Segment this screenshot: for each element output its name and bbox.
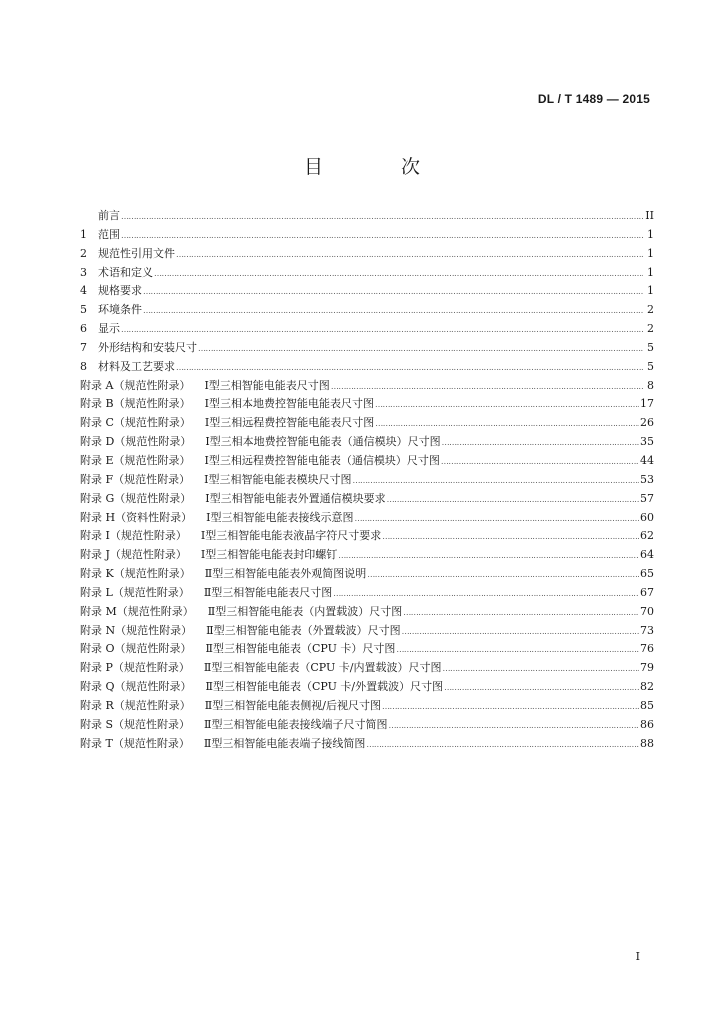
toc-leader-dots: [353, 471, 640, 491]
toc-entry-page: 65: [640, 567, 654, 581]
toc-entry[interactable]: [80, 282, 654, 301]
toc-entry-page: 60: [640, 510, 654, 524]
toc-leader-dots: [354, 509, 639, 529]
toc-entry[interactable]: [80, 735, 654, 754]
toc-entry[interactable]: [80, 527, 654, 546]
toc-entry-page: 64: [640, 548, 654, 562]
toc-entry-page: 86: [640, 717, 654, 731]
toc-entry[interactable]: [80, 490, 654, 509]
toc-entry-page: 1: [647, 265, 654, 279]
toc-entry-annex: 附录 H（资料性附录）: [80, 510, 193, 524]
toc-entry[interactable]: [80, 697, 654, 716]
toc-leader-dots: [367, 565, 639, 585]
toc-entry-page: 88: [640, 736, 654, 750]
toc-entry-page: 57: [640, 491, 654, 505]
toc-entry-page: 1: [647, 246, 654, 260]
toc-entry-annex: 附录 J（规范性附录）: [80, 548, 187, 562]
toc-entry-label: Ⅱ型三相智能电能表（CPU 卡/外置载波）尺寸图: [205, 680, 444, 694]
toc-entry[interactable]: [80, 509, 654, 528]
toc-entry-page: 67: [640, 585, 654, 599]
toc-entry-annex: 附录 Q（规范性附录）: [80, 680, 192, 694]
document-code: DL / T 1489 — 2015: [537, 92, 650, 106]
toc-entry[interactable]: [80, 584, 654, 603]
toc-entry-page: 53: [640, 472, 654, 486]
toc-entry-page: 1: [647, 227, 654, 241]
toc-leader-dots: [375, 414, 639, 434]
toc-entry-annex: 附录 D（规范性附录）: [80, 435, 192, 449]
toc-entry[interactable]: [80, 678, 654, 697]
toc-entry-label: 材料及工艺要求: [98, 359, 175, 373]
toc-entry-number: 8: [80, 359, 87, 373]
toc-entry-page: 35: [640, 435, 654, 449]
toc-entry[interactable]: [80, 659, 654, 678]
toc-entry-label: Ⅱ型三相智能电能表（CPU 卡）尺寸图: [205, 642, 396, 656]
toc-entry[interactable]: [80, 640, 654, 659]
toc-entry[interactable]: [80, 414, 654, 433]
toc-entry-page: 2: [647, 303, 654, 317]
toc-entry-page: 44: [640, 453, 654, 467]
toc-leader-dots: [444, 678, 639, 698]
toc-entry-page: II: [645, 209, 654, 222]
toc-leader-dots: [387, 490, 639, 510]
toc-entry-label: Ⅰ型三相本地费控智能电能表尺寸图: [204, 397, 374, 411]
toc-leader-dots: [338, 546, 639, 566]
toc-leader-dots: [176, 245, 643, 265]
toc-entry-label: 前言: [98, 209, 120, 222]
toc-leader-dots: [121, 226, 643, 246]
toc-entry[interactable]: [80, 471, 654, 490]
toc-leader-dots: [442, 433, 639, 453]
toc-entry[interactable]: [80, 452, 654, 471]
toc-entry-annex: 附录 L（规范性附录）: [80, 585, 190, 599]
page-number: I: [635, 950, 640, 963]
toc-leader-dots: [366, 735, 639, 755]
toc-entry-number: 6: [80, 322, 87, 336]
toc-entry-page: 82: [640, 680, 654, 694]
toc-entry-annex: 附录 M（规范性附录）: [80, 604, 194, 618]
toc-entry-label: Ⅰ型三相远程费控智能电能表（通信模块）尺寸图: [204, 453, 440, 467]
toc-entry-page: 79: [640, 661, 654, 675]
toc-entry-number: 1: [80, 227, 87, 241]
toc-entry-page: 5: [647, 340, 654, 354]
page-title: 目 次: [303, 156, 457, 178]
toc-entry-label: Ⅰ型三相远程费控智能电能表尺寸图: [204, 416, 375, 430]
toc-entry-label: Ⅰ型三相智能电能表封印螺钉: [200, 548, 338, 562]
toc-entry-annex: 附录 C（规范性附录）: [80, 416, 191, 430]
toc-entry-label: Ⅰ型三相智能电能表外置通信模块要求: [205, 491, 386, 505]
toc-leader-dots: [396, 640, 639, 660]
toc-leader-dots: [382, 697, 639, 717]
toc-leader-dots: [442, 659, 639, 679]
toc-entry-label: 规格要求: [98, 284, 142, 298]
toc-leader-dots: [154, 264, 643, 284]
toc-entry-page: 62: [640, 529, 654, 543]
toc-entry-annex: 附录 G（规范性附录）: [80, 491, 192, 505]
toc-entry-page: 5: [647, 359, 654, 373]
toc-leader-dots: [331, 377, 643, 397]
toc-entry-label: 范围: [98, 227, 120, 241]
toc-entry[interactable]: [80, 565, 654, 584]
toc-entry-label: 规范性引用文件: [98, 246, 175, 260]
toc-entry-annex: 附录 O（规范性附录）: [80, 642, 192, 656]
toc-entry-label: Ⅰ型三相本地费控智能电能表（通信模块）尺寸图: [205, 435, 441, 449]
toc-entry-number: 5: [80, 303, 87, 317]
toc-entry[interactable]: [80, 339, 654, 358]
toc-entry-page: 2: [647, 322, 654, 336]
toc-entry[interactable]: [80, 546, 654, 565]
toc-entry[interactable]: [80, 358, 654, 377]
toc-entry-label: Ⅱ型三相智能电能表（CPU 卡/内置载波）尺寸图: [203, 661, 442, 675]
toc-entry-page: 17: [640, 397, 654, 411]
toc-entry-label: 外形结构和安装尺寸: [98, 340, 197, 354]
toc-entry-label: 术语和定义: [98, 265, 153, 279]
toc-entry-label: Ⅰ型三相智能电能表模块尺寸图: [204, 472, 352, 486]
toc-entry[interactable]: [80, 264, 654, 283]
toc-leader-dots: [121, 207, 643, 227]
toc-entry-number: 4: [80, 284, 87, 298]
toc-entry-annex: 附录 K（规范性附录）: [80, 567, 191, 581]
toc-entry[interactable]: [80, 433, 654, 452]
toc-entry-label: Ⅱ型三相智能电能表（外置载波）尺寸图: [206, 623, 401, 637]
toc-entry-page: 76: [640, 642, 654, 656]
toc-entry-annex: 附录 B（规范性附录）: [80, 397, 191, 411]
toc-entry-annex: 附录 N（规范性附录）: [80, 623, 193, 637]
toc-entry-annex: 附录 T（规范性附录）: [80, 736, 190, 750]
toc-leader-dots: [176, 358, 643, 378]
toc-entry-label: Ⅰ型三相智能电能表尺寸图: [204, 378, 330, 392]
toc-entry-label: Ⅱ型三相智能电能表侧视/后视尺寸图: [204, 698, 381, 712]
toc-entry[interactable]: [80, 245, 654, 264]
toc-leader-dots: [198, 339, 643, 359]
toc-entry[interactable]: [80, 207, 654, 226]
toc-entry-annex: 附录 E（规范性附录）: [80, 453, 191, 467]
toc-entry[interactable]: [80, 716, 654, 735]
toc-entry[interactable]: [80, 395, 654, 414]
toc-entry-label: Ⅱ型三相智能电能表外观简图说明: [204, 567, 367, 581]
table-of-contents: [80, 207, 654, 753]
toc-entry-annex: 附录 P（规范性附录）: [80, 661, 190, 675]
toc-leader-dots: [382, 527, 639, 547]
toc-entry-number: 2: [80, 246, 87, 260]
toc-entry-page: 1: [647, 284, 654, 298]
toc-entry-annex: 附录 S（规范性附录）: [80, 717, 191, 731]
toc-entry-label: Ⅰ型三相智能电能表接线示意图: [206, 510, 354, 524]
toc-entry-label: Ⅱ型三相智能电能表接线端子尺寸简图: [204, 717, 388, 731]
toc-leader-dots: [441, 452, 639, 472]
toc-entry[interactable]: [80, 301, 654, 320]
toc-entry[interactable]: [80, 226, 654, 245]
toc-entry-page: 26: [640, 416, 654, 430]
toc-entry-annex: 附录 R（规范性附录）: [80, 698, 191, 712]
toc-leader-dots: [143, 282, 643, 302]
toc-entry-page: 73: [640, 623, 654, 637]
toc-leader-dots: [389, 716, 639, 736]
toc-entry[interactable]: [80, 377, 654, 396]
toc-leader-dots: [333, 584, 639, 604]
toc-entry[interactable]: [80, 320, 654, 339]
toc-entry-annex: 附录 I（规范性附录）: [80, 529, 187, 543]
toc-entry-label: Ⅱ型三相智能电能表尺寸图: [203, 585, 333, 599]
toc-leader-dots: [402, 622, 639, 642]
toc-entry-label: 显示: [98, 322, 120, 336]
toc-entry-page: 85: [640, 698, 654, 712]
toc-entry-page: 70: [640, 604, 654, 618]
toc-leader-dots: [143, 301, 643, 321]
toc-entry-label: Ⅱ型三相智能电能表端子接线简图: [203, 736, 366, 750]
toc-leader-dots: [403, 603, 639, 623]
toc-entry[interactable]: [80, 603, 654, 622]
toc-entry-label: Ⅱ型三相智能电能表（内置载波）尺寸图: [207, 604, 403, 618]
toc-entry-label: Ⅰ型三相智能电能表液晶字符尺寸要求: [200, 529, 382, 543]
toc-entry-annex: 附录 F（规范性附录）: [80, 472, 191, 486]
toc-leader-dots: [121, 320, 643, 340]
toc-entry-number: 7: [80, 340, 87, 354]
toc-entry[interactable]: [80, 622, 654, 641]
toc-entry-number: 3: [80, 265, 87, 279]
toc-entry-annex: 附录 A（规范性附录）: [80, 378, 191, 392]
toc-entry-label: 环境条件: [98, 303, 142, 317]
toc-leader-dots: [375, 395, 639, 415]
toc-entry-page: 8: [647, 378, 654, 392]
